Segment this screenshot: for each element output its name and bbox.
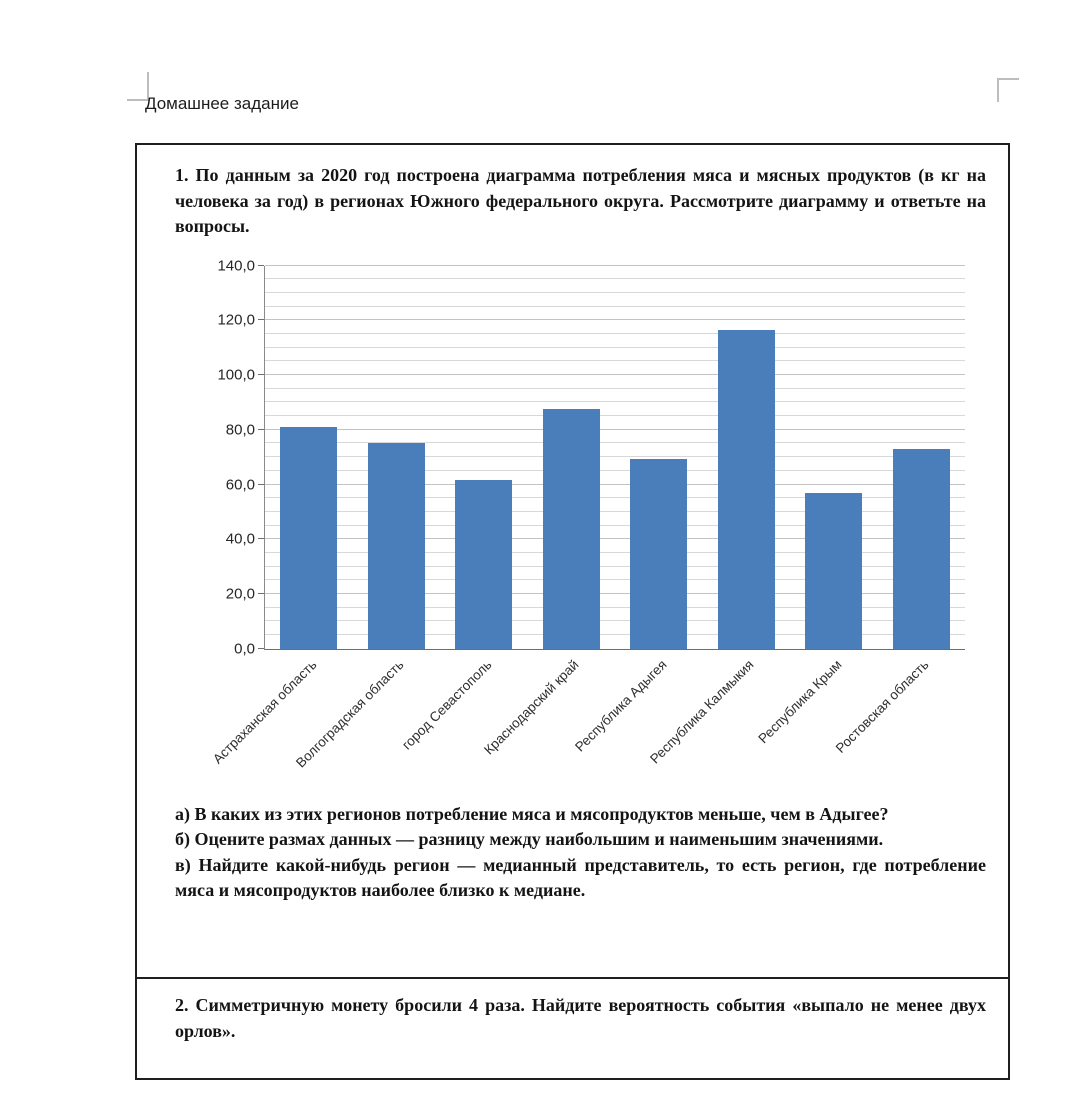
x-axis-label: Республика Адыгея [571, 656, 670, 755]
axis-tick [258, 429, 264, 430]
bar [455, 480, 512, 648]
problem1-text: 1. По данным за 2020 год построена диаграмма потребления мяса и мясных продуктов (в кг на человека за год) в регионах Южного федерального округа. Рассмотрите диаграмму и ответьте на вопросы. [175, 165, 986, 237]
crop-mark-top-right [997, 78, 1019, 102]
bar [893, 449, 950, 649]
axis-tick [258, 538, 264, 539]
question-v: в) Найдите какой-нибудь регион — медианный представитель, то есть регион, где потребление мяса и мясопродуктов наиболее близко к медиане. [175, 854, 986, 901]
problem2-text: 2. Симметричную монету бросили 4 раза. Найдите вероятность события «выпало не менее двух орлов». [175, 995, 986, 1041]
y-axis-label: 0,0 [234, 640, 255, 658]
axis-tick [258, 319, 264, 320]
axis-tick [258, 593, 264, 594]
questions-block [137, 802, 1008, 904]
bar [368, 443, 425, 648]
axis-tick [258, 374, 264, 375]
question-a: а) В каких из этих регионов потребление мяса и мясопродуктов меньше, чем в Адыгее? [175, 803, 889, 824]
x-axis-label: Астраханская область [209, 656, 320, 767]
x-axis-label: город Севастополь [398, 656, 495, 753]
y-axis-label: 120,0 [217, 311, 255, 329]
x-axis-label: Волгоградская область [293, 656, 407, 771]
question-b: б) Оцените размах данных — разницу между наибольшим и наименьшим значениями. [175, 829, 884, 850]
problem2-section [137, 977, 1008, 1078]
y-axis-label: 40,0 [225, 530, 255, 548]
axis-tick [258, 648, 264, 649]
axis-tick [258, 265, 264, 266]
y-axis-label: 140,0 [217, 257, 255, 275]
bar [805, 493, 862, 649]
chart-plot [209, 257, 965, 771]
homework-box [135, 143, 1010, 1080]
x-axis-label: Республика Крым [755, 656, 845, 746]
y-axis-label: 80,0 [225, 421, 255, 439]
bar [543, 409, 600, 648]
y-axis-label: 100,0 [217, 366, 255, 384]
x-axis-label: Республика Калмыкия [647, 656, 757, 767]
bar [718, 330, 775, 649]
bar [630, 459, 687, 649]
y-axis-label: 60,0 [225, 476, 255, 493]
bar [280, 427, 337, 649]
problem1-section [137, 145, 1008, 240]
axis-tick [258, 484, 264, 485]
y-axis-label: 20,0 [225, 585, 255, 603]
x-axis-label: Краснодарский край [481, 656, 582, 758]
page-title: Домашнее задание [145, 94, 299, 113]
chart-bars [265, 266, 965, 649]
x-axis-label: Ростовская область [833, 656, 932, 756]
